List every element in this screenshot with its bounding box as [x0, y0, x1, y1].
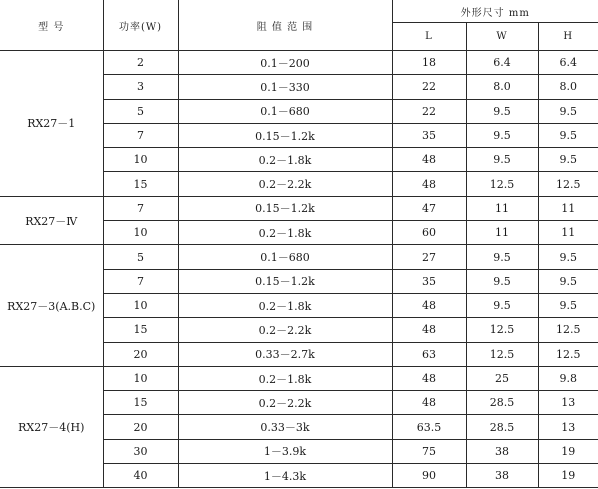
length-cell: 48 — [392, 172, 466, 196]
power-cell: 10 — [103, 293, 178, 317]
length-cell: 22 — [392, 75, 466, 99]
width-cell: 8.0 — [466, 75, 538, 99]
resistance-range-cell: 1－4.3k — [178, 464, 392, 488]
power-cell: 5 — [103, 245, 178, 269]
resistance-range-cell: 1－3.9k — [178, 439, 392, 463]
length-cell: 48 — [392, 391, 466, 415]
height-cell: 19 — [538, 464, 598, 488]
power-cell: 2 — [103, 51, 178, 75]
resistance-range-cell: 0.15－1.2k — [178, 196, 392, 220]
height-cell: 13 — [538, 391, 598, 415]
power-cell: 7 — [103, 196, 178, 220]
length-cell: 63 — [392, 342, 466, 366]
header-dimensions: 外形尺寸 mm — [392, 0, 598, 23]
resistance-range-cell: 0.2－1.8k — [178, 148, 392, 172]
length-cell: 48 — [392, 148, 466, 172]
length-cell: 18 — [392, 51, 466, 75]
height-cell: 19 — [538, 439, 598, 463]
resistance-range-cell: 0.2－2.2k — [178, 172, 392, 196]
power-cell: 5 — [103, 99, 178, 123]
width-cell: 9.5 — [466, 245, 538, 269]
power-cell: 7 — [103, 269, 178, 293]
power-cell: 10 — [103, 221, 178, 245]
power-cell: 20 — [103, 342, 178, 366]
width-cell: 12.5 — [466, 318, 538, 342]
height-cell: 9.5 — [538, 269, 598, 293]
resistance-range-cell: 0.2－1.8k — [178, 293, 392, 317]
power-cell: 15 — [103, 318, 178, 342]
width-cell: 11 — [466, 221, 538, 245]
power-cell: 15 — [103, 172, 178, 196]
width-cell: 9.5 — [466, 99, 538, 123]
length-cell: 75 — [392, 439, 466, 463]
length-cell: 35 — [392, 123, 466, 147]
height-cell: 12.5 — [538, 172, 598, 196]
header-resistance-range: 阻 值 范 围 — [178, 0, 392, 51]
resistance-range-cell: 0.2－1.8k — [178, 366, 392, 390]
length-cell: 48 — [392, 293, 466, 317]
power-cell: 20 — [103, 415, 178, 439]
width-cell: 38 — [466, 439, 538, 463]
width-cell: 9.5 — [466, 293, 538, 317]
model-cell: RX27－Ⅳ — [0, 196, 103, 245]
resistance-range-cell: 0.2－1.8k — [178, 221, 392, 245]
table-row — [0, 51, 598, 75]
table-row — [0, 196, 598, 220]
power-cell: 40 — [103, 464, 178, 488]
header-height: H — [538, 23, 598, 51]
width-cell: 38 — [466, 464, 538, 488]
width-cell: 9.5 — [466, 269, 538, 293]
resistance-range-cell: 0.33－2.7k — [178, 342, 392, 366]
model-cell: RX27－4(H) — [0, 366, 103, 487]
model-cell: RX27－3(A.B.C) — [0, 245, 103, 366]
resistance-range-cell: 0.2－2.2k — [178, 391, 392, 415]
length-cell: 27 — [392, 245, 466, 269]
height-cell: 6.4 — [538, 51, 598, 75]
length-cell: 47 — [392, 196, 466, 220]
resistance-range-cell: 0.33－3k — [178, 415, 392, 439]
resistance-range-cell: 0.1－200 — [178, 51, 392, 75]
table-row — [0, 366, 598, 390]
length-cell: 35 — [392, 269, 466, 293]
length-cell: 63.5 — [392, 415, 466, 439]
length-cell: 48 — [392, 318, 466, 342]
height-cell: 11 — [538, 196, 598, 220]
resistance-range-cell: 0.15－1.2k — [178, 123, 392, 147]
header-length: L — [392, 23, 466, 51]
table-body — [0, 51, 598, 488]
table-row — [0, 245, 598, 269]
resistance-range-cell: 0.1－680 — [178, 99, 392, 123]
width-cell: 9.5 — [466, 123, 538, 147]
height-cell: 13 — [538, 415, 598, 439]
power-cell: 7 — [103, 123, 178, 147]
height-cell: 9.5 — [538, 123, 598, 147]
height-cell: 12.5 — [538, 318, 598, 342]
width-cell: 25 — [466, 366, 538, 390]
width-cell: 11 — [466, 196, 538, 220]
height-cell: 12.5 — [538, 342, 598, 366]
header-width: W — [466, 23, 538, 51]
power-cell: 15 — [103, 391, 178, 415]
length-cell: 22 — [392, 99, 466, 123]
width-cell: 28.5 — [466, 391, 538, 415]
model-cell: RX27－1 — [0, 51, 103, 197]
header-model: 型 号 — [0, 0, 103, 51]
width-cell: 28.5 — [466, 415, 538, 439]
power-cell: 10 — [103, 148, 178, 172]
resistance-range-cell: 0.1－680 — [178, 245, 392, 269]
length-cell: 48 — [392, 366, 466, 390]
height-cell: 9.5 — [538, 293, 598, 317]
power-cell: 10 — [103, 366, 178, 390]
height-cell: 11 — [538, 221, 598, 245]
width-cell: 12.5 — [466, 172, 538, 196]
height-cell: 9.5 — [538, 245, 598, 269]
resistance-range-cell: 0.15－1.2k — [178, 269, 392, 293]
width-cell: 6.4 — [466, 51, 538, 75]
power-cell: 30 — [103, 439, 178, 463]
height-cell: 9.8 — [538, 366, 598, 390]
height-cell: 9.5 — [538, 148, 598, 172]
length-cell: 90 — [392, 464, 466, 488]
height-cell: 8.0 — [538, 75, 598, 99]
length-cell: 60 — [392, 221, 466, 245]
width-cell: 9.5 — [466, 148, 538, 172]
power-cell: 3 — [103, 75, 178, 99]
height-cell: 9.5 — [538, 99, 598, 123]
resistance-range-cell: 0.1－330 — [178, 75, 392, 99]
header-power: 功率(W) — [103, 0, 178, 51]
width-cell: 12.5 — [466, 342, 538, 366]
resistance-range-cell: 0.2－2.2k — [178, 318, 392, 342]
